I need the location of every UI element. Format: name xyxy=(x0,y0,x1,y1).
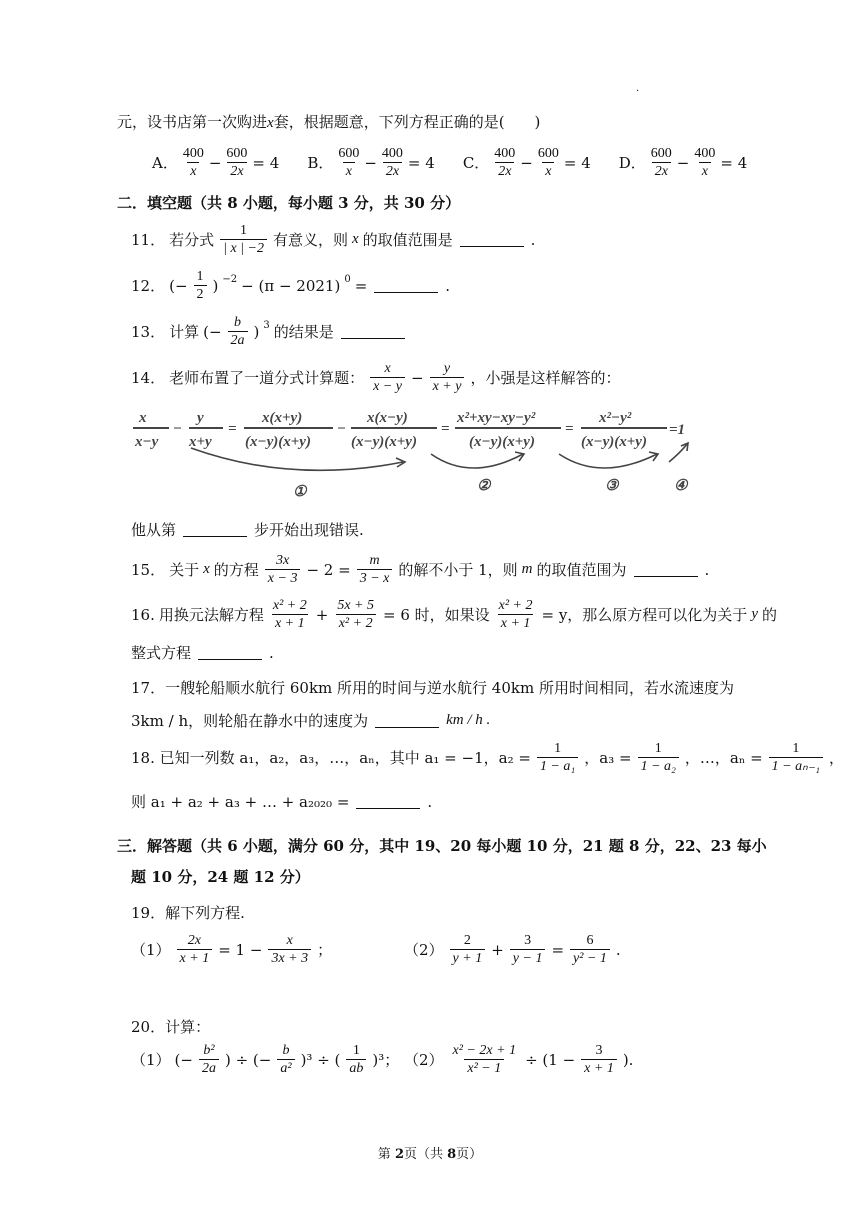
fraction-denominator: | x | −2 xyxy=(220,239,267,257)
step-arrow-3 xyxy=(559,454,657,468)
text-run: 页（共 xyxy=(403,1147,448,1162)
q19-part2 xyxy=(404,932,621,967)
text-run: 整式方程 xyxy=(131,644,192,662)
fraction-denominator: x xyxy=(187,162,199,180)
fraction xyxy=(346,1042,366,1077)
text-run: 第 xyxy=(377,1147,395,1162)
q10-option-b: B． $\frac{600}{x}$ − $\frac{400}{2x}$ = 4 xyxy=(307,146,435,179)
text-run: 14． xyxy=(131,369,166,387)
fraction-numerator: b xyxy=(234,315,242,330)
text-run: 计算 xyxy=(169,323,200,341)
fraction-denominator: 2x xyxy=(383,162,402,180)
text-run: 的解不小于 1，则 xyxy=(398,561,518,579)
q12-answer-blank[interactable] xyxy=(374,278,438,293)
fraction-denominator: y + 1 xyxy=(450,949,486,967)
text-run: C． xyxy=(462,154,490,172)
section3-title-line2: 题 10 分，24 题 12 分） xyxy=(131,868,310,886)
text-run: （1） xyxy=(131,1051,171,1069)
fraction-denominator: x − 3 xyxy=(265,569,301,587)
text-run: 11． xyxy=(131,231,166,249)
text-run: 他从第 xyxy=(131,521,177,539)
fraction-denominator: 2x xyxy=(652,162,671,180)
q14-solution-steps xyxy=(131,404,701,504)
text-run: 关于 xyxy=(169,561,200,579)
step-mark-4: ④ xyxy=(674,478,688,494)
fraction xyxy=(537,740,578,775)
step-arrow-1 xyxy=(191,448,403,470)
page-total: 8 xyxy=(447,1147,457,1162)
fraction-numerator: m xyxy=(369,553,380,568)
text-run: . xyxy=(427,792,433,811)
fraction-numerator: 2 xyxy=(463,933,471,948)
q19-part1 xyxy=(131,932,332,967)
step-term-1-num: x xyxy=(139,410,147,426)
text-run: 16. xyxy=(131,605,155,624)
fraction-numerator: 5x + 5 xyxy=(337,598,374,613)
fraction-numerator: y xyxy=(443,361,451,376)
fraction-denominator: 1 − a₂ xyxy=(638,757,679,775)
fraction-numerator: 6 xyxy=(586,933,594,948)
text-run: (− xyxy=(203,322,222,341)
fraction-denominator: x xyxy=(542,162,554,180)
text-run: − (π − 2021) xyxy=(241,276,341,295)
fraction-numerator: 400 xyxy=(494,146,516,161)
text-run: ，…，aₙ = xyxy=(684,749,763,767)
fraction-numerator: b² xyxy=(203,1043,215,1058)
fraction xyxy=(223,145,250,180)
text-run: (− xyxy=(169,276,188,295)
step-mark-3: ③ xyxy=(605,478,619,494)
q14-tail xyxy=(131,519,364,540)
text-run: km / h . xyxy=(446,712,491,728)
fraction-denominator: 2x xyxy=(227,162,246,180)
fraction-numerator: 1 xyxy=(240,223,248,238)
fraction-denominator: x + y xyxy=(430,377,465,395)
header-dot: . xyxy=(636,83,640,94)
text-run: = xyxy=(354,276,368,295)
fraction xyxy=(570,932,610,967)
fraction-denominator: x² + 2 xyxy=(336,614,376,632)
step-term-4-num: x(x−y) xyxy=(367,410,408,426)
fraction xyxy=(510,932,546,967)
fraction-denominator: x xyxy=(699,162,711,180)
q12 xyxy=(131,268,450,303)
step-term-1-den: x−y xyxy=(135,434,159,450)
fraction-numerator: x xyxy=(286,933,293,948)
text-run: − xyxy=(173,421,183,437)
fraction xyxy=(199,1042,219,1077)
fraction-numerator: 400 xyxy=(694,146,716,161)
fraction-numerator: x² − 2x + 1 xyxy=(452,1043,517,1058)
fraction-denominator: ab xyxy=(346,1059,366,1077)
text-run: . xyxy=(530,230,536,249)
text-run: = xyxy=(228,421,237,437)
fraction-numerator: 3 xyxy=(595,1043,603,1058)
q18 xyxy=(131,740,844,775)
step-mark-2: ② xyxy=(477,478,491,494)
fraction-numerator: 3x xyxy=(276,553,290,568)
text-run: = 4 xyxy=(563,153,591,172)
fraction xyxy=(491,145,518,180)
text-run: 的结果是 xyxy=(273,323,334,341)
fraction-numerator: x² + 2 xyxy=(498,598,533,613)
fraction xyxy=(268,932,311,967)
text-run: 的 xyxy=(761,606,777,624)
q10-options xyxy=(152,145,747,180)
fraction-denominator: 3x + 3 xyxy=(268,949,311,967)
text-run: = 1 − xyxy=(218,940,263,959)
q20-part2 xyxy=(404,1042,633,1077)
fraction xyxy=(769,740,823,775)
fraction xyxy=(194,268,207,303)
text-run: + xyxy=(491,940,504,959)
fraction xyxy=(335,145,362,180)
step-term-4-den: (x−y)(x+y) xyxy=(351,434,417,450)
text-run: )³； xyxy=(372,1051,400,1069)
q15-answer-blank[interactable] xyxy=(634,562,698,577)
fraction xyxy=(450,1042,520,1077)
text-run: ，小强是这样解答的： xyxy=(470,369,621,387)
q18-line2 xyxy=(131,791,432,812)
text-run: 步开始出现错误. xyxy=(254,521,364,539)
fraction xyxy=(691,145,718,180)
text-run: A． xyxy=(152,154,178,172)
q10-option-d: D． $\frac{600}{2x}$ − $\frac{400}{x}$ = 4 xyxy=(618,146,748,179)
fraction xyxy=(180,145,207,180)
text-run: （2） xyxy=(404,1051,444,1069)
q16-answer-blank[interactable] xyxy=(198,645,262,660)
q18-answer-blank[interactable] xyxy=(356,794,420,809)
text-run: ) xyxy=(212,276,219,295)
text-run: . xyxy=(445,276,451,295)
fraction xyxy=(220,222,267,257)
q19-title: 19．解下列方程. xyxy=(131,904,245,922)
fraction-numerator: 600 xyxy=(537,146,559,161)
fraction-numerator: 3 xyxy=(524,933,532,948)
step-term-6-den: (x−y)(x+y) xyxy=(581,434,647,450)
text-run: = y，那么原方程可以化为关于 xyxy=(541,606,748,624)
text-run: ， xyxy=(828,749,844,767)
text-run: ； xyxy=(317,941,333,959)
fraction xyxy=(535,145,562,180)
step-term-5-num: x²+xy−xy−y² xyxy=(457,410,536,426)
step-mark-1: ① xyxy=(293,484,307,500)
fraction xyxy=(277,1042,294,1077)
text-run: 老师布置了一道分式计算题： xyxy=(169,369,365,387)
fraction-numerator: b xyxy=(282,1043,290,1058)
fraction-numerator: 600 xyxy=(650,146,672,161)
q10-option-c: C． $\frac{400}{2x}$ − $\frac{600}{x}$ = 4 xyxy=(462,146,591,179)
text-run: 的方程 xyxy=(213,561,259,579)
text-run: 套，根据题意，下列方程正确的是( ) xyxy=(273,113,541,131)
text-run: 18. 已知一列数 a₁，a₂，a₃，…，aₙ，其中 a₁ = −1，a₂ = xyxy=(131,749,531,767)
page-footer xyxy=(0,1143,860,1162)
fraction-numerator: 1 xyxy=(554,741,562,756)
text-run: = xyxy=(441,421,450,437)
text-run: 用换元法解方程 xyxy=(158,606,264,624)
fraction xyxy=(450,932,486,967)
step-arrow-2 xyxy=(431,454,523,468)
text-run: 则 a₁ + a₂ + a₃ + … + a₂₀₂₀ = xyxy=(131,793,350,811)
fraction-denominator: 1 − a₁ xyxy=(537,757,578,775)
fraction-numerator: 400 xyxy=(182,146,204,161)
text-run: 12． xyxy=(131,277,166,295)
fraction-denominator: 2x xyxy=(495,162,514,180)
fraction-numerator: 1 xyxy=(352,1043,360,1058)
fraction-numerator: 400 xyxy=(381,146,403,161)
q17-line1: 17．一艘轮船顺水航行 60km 所用的时间与逆水航行 40km 所用时间相同，若水流速度为 xyxy=(131,679,734,697)
step-arrow-4 xyxy=(669,444,687,462)
q14-answer-blank[interactable] xyxy=(183,522,247,537)
fraction-denominator: x xyxy=(343,162,355,180)
text-run: ). xyxy=(622,1050,634,1069)
fraction xyxy=(177,932,213,967)
text-run: ，a₃ = xyxy=(584,749,632,767)
fraction-denominator: x + 1 xyxy=(581,1059,617,1077)
text-run: 0 xyxy=(344,274,351,285)
q17-answer-blank[interactable] xyxy=(375,713,439,728)
text-run: （2） xyxy=(404,941,444,959)
text-run: x xyxy=(267,115,274,131)
text-run: − xyxy=(337,421,347,437)
q11-answer-blank[interactable] xyxy=(460,232,524,247)
fraction-denominator: a² xyxy=(277,1059,294,1077)
fraction-denominator: x + 1 xyxy=(272,614,308,632)
section2-title: 二．填空题（共 8 小题，每小题 3 分，共 30 分） xyxy=(117,194,461,212)
text-run: + xyxy=(315,605,329,624)
text-run: y xyxy=(751,606,758,622)
fraction xyxy=(648,145,675,180)
text-run: D． xyxy=(618,154,646,172)
q13-answer-blank[interactable] xyxy=(341,324,405,339)
fraction-numerator: 1 xyxy=(196,269,204,284)
text-run: − xyxy=(410,368,424,387)
section3-title-line1: 三．解答题（共 6 小题，满分 60 分，其中 19、20 每小题 10 分，21 题 8 分，22、23 每小 xyxy=(117,837,767,855)
text-run: 15． xyxy=(131,561,166,579)
text-run: （1） xyxy=(131,941,171,959)
q16-line2 xyxy=(131,642,274,663)
text-run: (− xyxy=(174,1050,193,1069)
text-run: 3km / h，则轮船在静水中的速度为 xyxy=(131,712,369,730)
fraction-numerator: 1 xyxy=(792,741,800,756)
q16 xyxy=(131,597,777,632)
text-run: 13． xyxy=(131,323,166,341)
text-run: 的取值范围是 xyxy=(362,231,453,249)
text-run: )³ ÷ ( xyxy=(300,1050,341,1069)
q14 xyxy=(131,360,620,395)
fraction-numerator: x xyxy=(384,361,391,376)
text-run: ) ÷ (− xyxy=(224,1050,272,1069)
fraction-denominator: x + 1 xyxy=(177,949,213,967)
text-run: = 4 xyxy=(252,153,280,172)
fraction xyxy=(370,360,405,395)
text-run: 的取值范围为 xyxy=(536,561,627,579)
text-run: = xyxy=(565,421,574,437)
fraction-numerator: x² + 2 xyxy=(272,598,307,613)
fraction xyxy=(581,1042,617,1077)
fraction-numerator: 1 xyxy=(654,741,662,756)
fraction-denominator: y − 1 xyxy=(510,949,546,967)
text-run: . xyxy=(269,643,274,662)
text-run: = 6 时，如果设 xyxy=(382,606,490,624)
fraction xyxy=(265,552,301,587)
text-run: 3 xyxy=(263,320,270,331)
text-run: = xyxy=(551,940,565,959)
q10-stem xyxy=(117,111,540,132)
text-run: 若分式 xyxy=(169,231,215,249)
text-run: = 4 xyxy=(407,153,435,172)
q15 xyxy=(131,552,709,587)
page-number: 2 xyxy=(394,1147,404,1162)
text-run: ÷ (1 − xyxy=(525,1050,576,1069)
q20-title: 20．计算： xyxy=(131,1018,211,1036)
fraction-denominator: x² − 1 xyxy=(464,1059,504,1077)
fraction-denominator: y² − 1 xyxy=(570,949,610,967)
step-term-5-den: (x−y)(x+y) xyxy=(469,434,535,450)
fraction-denominator: 2a xyxy=(199,1059,219,1077)
text-run: = 4 xyxy=(720,153,748,172)
text-run: −2 xyxy=(222,274,238,285)
step-term-2-num: y xyxy=(197,410,204,426)
fraction-denominator: x − y xyxy=(370,377,405,395)
fraction xyxy=(228,314,248,349)
text-run: ) xyxy=(253,322,260,341)
fraction-denominator: 2 xyxy=(194,285,207,303)
step-term-3-den: (x−y)(x+y) xyxy=(245,434,311,450)
fraction xyxy=(270,597,310,632)
fraction-numerator: 600 xyxy=(226,146,248,161)
text-run: B． xyxy=(307,154,334,172)
text-run: . xyxy=(704,560,710,579)
fraction xyxy=(496,597,536,632)
text-run: 有意义，则 xyxy=(272,231,348,249)
step-term-3-num: x(x+y) xyxy=(262,410,303,426)
fraction xyxy=(379,145,406,180)
fraction-numerator: 600 xyxy=(338,146,360,161)
fraction-denominator: 1 − aₙ₋₁ xyxy=(769,757,823,775)
fraction xyxy=(357,552,393,587)
text-run: x xyxy=(203,561,210,577)
fraction xyxy=(430,360,465,395)
step-result: =1 xyxy=(669,422,686,438)
fraction-denominator: 2a xyxy=(228,331,248,349)
q10-option-a: A． $\frac{400}{x}$ − $\frac{600}{2x}$ = 4 xyxy=(152,146,280,179)
fraction-denominator: 3 − x xyxy=(357,569,393,587)
text-run: . xyxy=(615,940,621,959)
q17-line2 xyxy=(131,710,490,731)
fraction-numerator: 2x xyxy=(187,933,201,948)
q13 xyxy=(131,314,408,349)
q11 xyxy=(131,222,535,257)
text-run: x xyxy=(351,231,359,247)
step-term-2-den: x+y xyxy=(189,434,212,450)
text-run: 元，设书店第一次购进 xyxy=(117,113,268,131)
fraction xyxy=(638,740,679,775)
text-run: 页） xyxy=(456,1147,483,1162)
q20-part1 xyxy=(131,1042,399,1077)
fraction xyxy=(334,597,377,632)
fraction-denominator: x + 1 xyxy=(498,614,534,632)
step-term-6-num: x²−y² xyxy=(599,410,632,426)
text-run: − 2 = xyxy=(306,560,351,579)
text-run: m xyxy=(521,561,533,577)
